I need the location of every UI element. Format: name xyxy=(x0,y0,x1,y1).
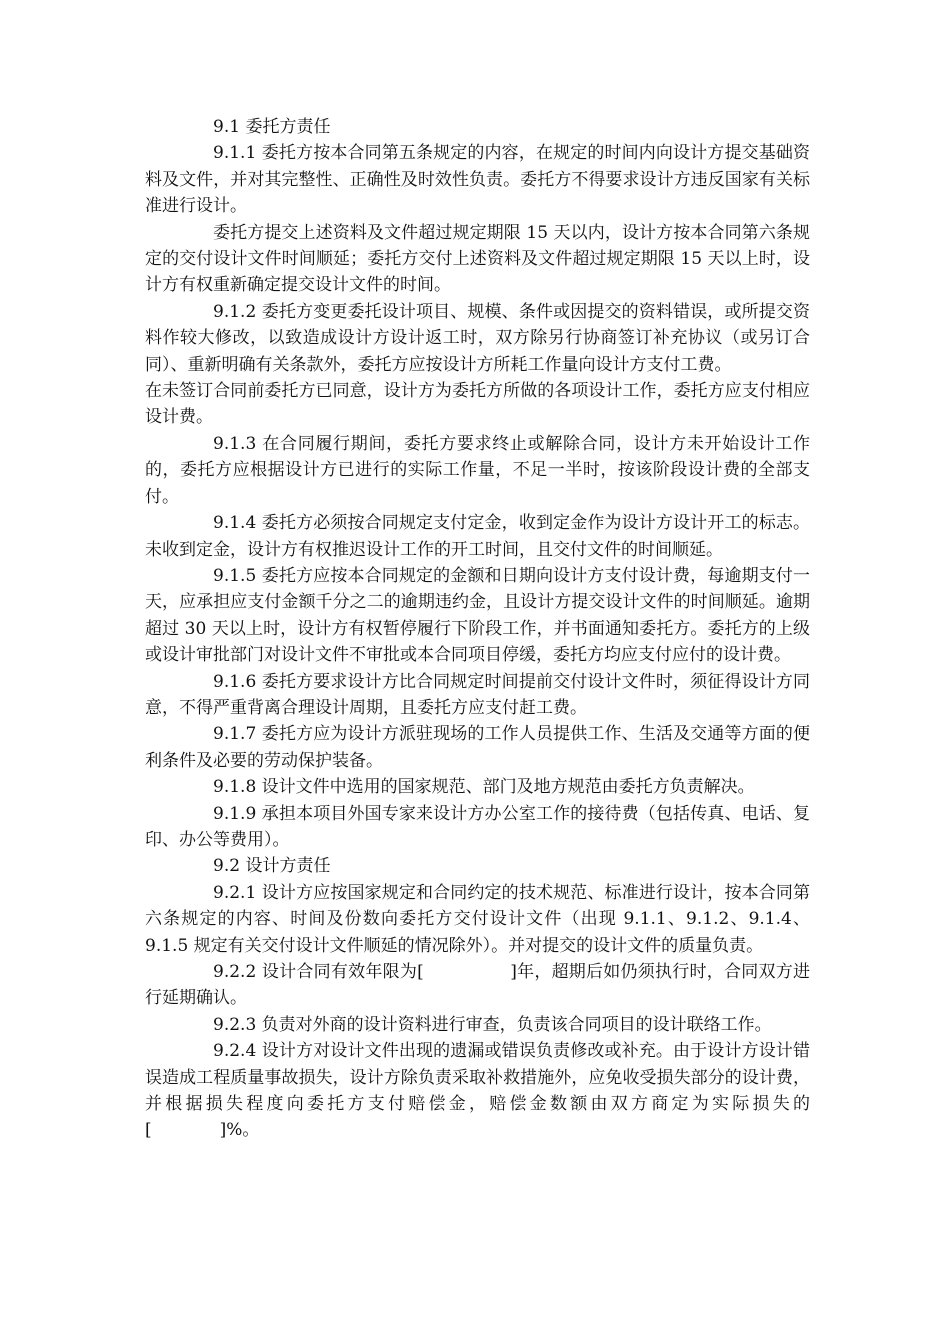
clause-9-2-1: 9.2.1 设计方应按国家规定和合同约定的技术规范、标准进行设计，按本合同第六条规定的内容、时间及份数向委托方交付设计文件（出现 9.1.1、9.1.2、9.1.4、9.1.5 规定有关交付设计文件顺延的情况除外）。并对提交的设计文件的质量负责。 xyxy=(145,882,810,956)
clause-9-1-1-continued: 委托方提交上述资料及文件超过规定期限 15 天以内，设计方按本合同第六条规定的交付设计文件时间顺延；委托方交付上述资料及文件超过规定期限 15 天以上时，设计方有权重新确定提交设计文件的时间。 xyxy=(145,222,810,296)
clause-9-1-8: 9.1.8 设计文件中选用的国家规范、部门及地方规范由委托方负责解决。 xyxy=(213,777,755,798)
section-heading-9-2: 9.2 设计方责任 xyxy=(213,856,331,877)
clause-9-1-7: 9.1.7 委托方应为设计方派驻现场的工作人员提供工作、生活及交通等方面的便利条件及必要的劳动保护装备。 xyxy=(145,724,810,771)
clause-9-1-2-continued: 在未签订合同前委托方已同意，设计方为委托方所做的各项设计工作，委托方应支付相应设计费。 xyxy=(145,381,810,428)
clause-9-1-2: 9.1.2 委托方变更委托设计项目、规模、条件或因提交的资料错误，或所提交资料作较大修改，以致造成设计方设计返工时，双方除另行协商签订补充协议（或另订合同）、重新明确有关条款外，委托方应按设计方所耗工作量向设计方支付工费。 xyxy=(145,301,810,375)
clause-9-1-3: 9.1.3 在合同履行期间，委托方要求终止或解除合同，设计方未开始设计工作的，委托方应根据设计方已进行的实际工作量，不足一半时，按该阶段设计费的全部支付。 xyxy=(145,433,810,507)
clause-9-1-5: 9.1.5 委托方应按本合同规定的金额和日期向设计方支付设计费，每逾期支付一天，应承担应支付金额千分之二的逾期违约金，且设计方提交设计文件的时间顺延。逾期超过 30 天以上时，设计方有权暂停履行下阶段工作，并书面通知委托方。委托方的上级或设计审批部门对设计文件不审批或本合同项目停缓，委托方均应支付应付的设计费。 xyxy=(145,565,810,666)
clause-9-2-2: 9.2.2 设计合同有效年限为[ ]年，超期后如仍须执行时，合同双方进行延期确认。 xyxy=(145,962,810,1009)
clause-9-2-3: 9.2.3 负责对外商的设计资料进行审查，负责该合同项目的设计联络工作。 xyxy=(213,1014,772,1035)
clause-9-1-1: 9.1.1 委托方按本合同第五条规定的内容，在规定的时间内向设计方提交基础资料及文件，并对其完整性、正确性及时效性负责。委托方不得要求设计方违反国家有关标准进行设计。 xyxy=(145,143,810,217)
clause-9-1-6: 9.1.6 委托方要求设计方比合同规定时间提前交付设计文件时，须征得设计方同意，不得严重背离合理设计周期，且委托方应支付赶工费。 xyxy=(145,671,810,718)
document-body xyxy=(145,114,810,1144)
clause-9-1-4: 9.1.4 委托方必须按合同规定支付定金，收到定金作为设计方设计开工的标志。未收到定金，设计方有权推迟设计工作的开工时间，且交付文件的时间顺延。 xyxy=(145,513,810,560)
clause-9-1-9: 9.1.9 承担本项目外国专家来设计方办公室工作的接待费（包括传真、电话、复印、办公等费用）。 xyxy=(145,803,810,850)
clause-9-2-4: 9.2.4 设计方对设计文件出现的遗漏或错误负责修改或补充。由于设计方设计错误造成工程质量事故损失，设计方除负责采取补救措施外，应免收受损失部分的设计费，并根据损失程度向委托方支付赔偿金，赔偿金数额由双方商定为实际损失的[ ]%。 xyxy=(145,1041,810,1141)
section-heading-9-1: 9.1 委托方责任 xyxy=(213,117,331,137)
